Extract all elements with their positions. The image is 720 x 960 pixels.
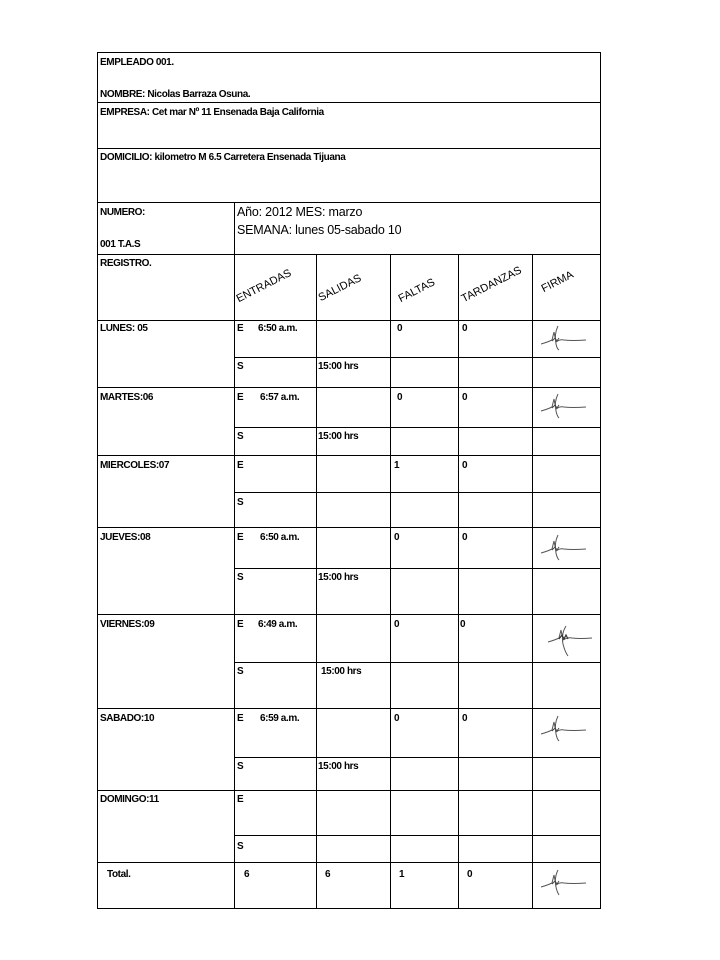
day-label: SABADO:10	[100, 713, 155, 724]
year-month: Año: 2012 MES: marzo	[237, 205, 363, 219]
salida-time: 15:00 hrs	[321, 666, 362, 677]
total-salidas: 6	[325, 869, 331, 880]
employee-name: NOMBRE: Nicolas Barraza Osuna.	[100, 89, 251, 100]
entrada-code: E	[237, 794, 244, 805]
numero-value: 001 T.A.S	[100, 239, 141, 250]
tardanzas-value: 0	[462, 532, 468, 543]
employee-number: EMPLEADO 001.	[100, 57, 174, 68]
entrada-code: E	[237, 460, 244, 471]
salida-code: S	[237, 761, 244, 772]
entrada-time: 6:59 a.m.	[260, 713, 300, 724]
signature-icon	[538, 867, 592, 899]
entrada-time: 6:50 a.m.	[260, 532, 300, 543]
salida-time: 15:00 hrs	[318, 572, 359, 583]
entrada-code: E	[237, 619, 244, 630]
tardanzas-value: 0	[462, 713, 468, 724]
tardanzas-value: 0	[462, 460, 468, 471]
entrada-time: 6:49 a.m.	[258, 619, 298, 630]
day-label: DOMINGO:11	[100, 794, 159, 805]
total-entradas: 6	[244, 869, 250, 880]
company: EMPRESA: Cet mar Nº 11 Ensenada Baja California	[100, 107, 324, 118]
salida-code: S	[237, 666, 244, 677]
tardanzas-value: 0	[462, 392, 468, 403]
faltas-value: 1	[394, 460, 400, 471]
entrada-code: E	[237, 323, 244, 334]
total-faltas: 1	[399, 869, 405, 880]
salida-code: S	[237, 431, 244, 442]
week-range: SEMANA: lunes 05-sabado 10	[237, 223, 402, 237]
day-label: MARTES:06	[100, 392, 154, 403]
signature-icon	[538, 322, 592, 352]
column-header-salidas: SALIDAS	[316, 272, 364, 304]
entrada-code: E	[237, 392, 244, 403]
salida-code: S	[237, 361, 244, 372]
salida-code: S	[237, 572, 244, 583]
day-label: VIERNES:09	[100, 619, 155, 630]
salida-code: S	[237, 841, 244, 852]
tardanzas-value: 0	[460, 619, 466, 630]
column-header-tardanzas: TARDANZAS	[459, 264, 524, 305]
column-header-firma: FIRMA	[539, 268, 576, 295]
faltas-value: 0	[397, 323, 403, 334]
entrada-code: E	[237, 713, 244, 724]
faltas-value: 0	[394, 532, 400, 543]
signature-icon	[546, 624, 596, 658]
salida-time: 15:00 hrs	[318, 431, 359, 442]
salida-time: 15:00 hrs	[318, 761, 359, 772]
entrada-time: 6:50 a.m.	[258, 323, 298, 334]
faltas-value: 0	[394, 619, 400, 630]
entrada-code: E	[237, 532, 244, 543]
salida-time: 15:00 hrs	[318, 361, 359, 372]
day-label: MIERCOLES:07	[100, 460, 170, 471]
address: DOMICILIO: kilometro M 6.5 Carretera Ensenada Tijuana	[100, 152, 346, 163]
total-tardanzas: 0	[467, 869, 473, 880]
salida-code: S	[237, 497, 244, 508]
column-header-faltas: FALTAS	[396, 276, 438, 305]
signature-icon	[538, 531, 592, 563]
numero-label: NUMERO:	[100, 207, 145, 218]
signature-icon	[538, 712, 592, 744]
total-label: Total.	[107, 869, 131, 880]
signature-icon	[538, 391, 592, 421]
column-header-entradas: ENTRADAS	[234, 267, 294, 305]
registro-label: REGISTRO.	[100, 258, 152, 269]
day-label: LUNES: 05	[100, 323, 148, 334]
faltas-value: 0	[394, 713, 400, 724]
faltas-value: 0	[397, 392, 403, 403]
day-label: JUEVES:08	[100, 532, 151, 543]
entrada-time: 6:57 a.m.	[260, 392, 300, 403]
tardanzas-value: 0	[462, 323, 468, 334]
